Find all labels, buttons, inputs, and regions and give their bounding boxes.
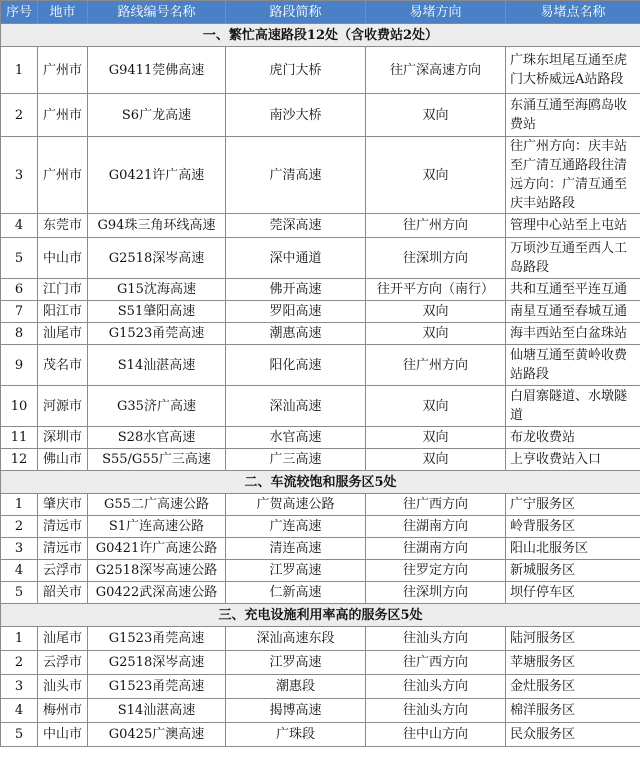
cell-congestion-point: 布龙收费站 <box>506 427 640 449</box>
cell-route: S51肇阳高速 <box>88 301 226 323</box>
table-row <box>1 699 640 723</box>
cell-congestion-point: 仙塘互通至黄岭收费站路段 <box>506 345 640 386</box>
cell-city: 广州市 <box>38 137 88 214</box>
cell-section: 水官高速 <box>226 427 366 449</box>
cell-route: S6广龙高速 <box>88 94 226 137</box>
cell-city: 韶关市 <box>38 582 88 604</box>
cell-direction: 往罗定方向 <box>366 560 506 582</box>
cell-route: G55二广高速公路 <box>88 494 226 516</box>
cell-index: 3 <box>1 538 38 560</box>
cell-route: S1广连高速公路 <box>88 516 226 538</box>
cell-city: 云浮市 <box>38 651 88 675</box>
table-row <box>1 494 640 516</box>
cell-congestion-point: 往广州方向：庆丰站至广清互通路段往清远方向：广清互通至庆丰站路段 <box>506 137 640 214</box>
table-row <box>1 386 640 427</box>
cell-city: 茂名市 <box>38 345 88 386</box>
cell-congestion-point: 管理中心站至上屯站 <box>506 214 640 238</box>
cell-section: 揭博高速 <box>226 699 366 723</box>
cell-section: 江罗高速 <box>226 651 366 675</box>
table-row <box>1 560 640 582</box>
cell-section: 莞深高速 <box>226 214 366 238</box>
cell-city: 广州市 <box>38 47 88 94</box>
cell-section: 潮惠段 <box>226 675 366 699</box>
cell-congestion-point: 新城服务区 <box>506 560 640 582</box>
table-row <box>1 323 640 345</box>
header-congestion-point: 易堵点名称 <box>506 1 640 24</box>
cell-congestion-point: 阳山北服务区 <box>506 538 640 560</box>
cell-city: 清远市 <box>38 538 88 560</box>
cell-direction: 双向 <box>366 137 506 214</box>
cell-route: G94珠三角环线高速 <box>88 214 226 238</box>
cell-index: 8 <box>1 323 38 345</box>
cell-route: G2518深岑高速公路 <box>88 560 226 582</box>
cell-congestion-point: 南星互通至春城互通 <box>506 301 640 323</box>
table-row <box>1 675 640 699</box>
table-row <box>1 47 640 94</box>
cell-index: 6 <box>1 279 38 301</box>
cell-congestion-point: 共和互通至平连互通 <box>506 279 640 301</box>
table-row <box>1 137 640 214</box>
cell-section: 南沙大桥 <box>226 94 366 137</box>
cell-section: 清连高速 <box>226 538 366 560</box>
cell-city: 汕尾市 <box>38 323 88 345</box>
cell-direction: 双向 <box>366 94 506 137</box>
table-row <box>1 723 640 747</box>
section-charging-service-areas-title-row <box>1 604 640 627</box>
table-row <box>1 238 640 279</box>
table-body <box>1 24 640 747</box>
cell-section: 深中通道 <box>226 238 366 279</box>
table-row <box>1 345 640 386</box>
table-row <box>1 279 640 301</box>
cell-city: 肇庆市 <box>38 494 88 516</box>
cell-section: 广珠段 <box>226 723 366 747</box>
cell-city: 东莞市 <box>38 214 88 238</box>
cell-congestion-point: 海丰西站至白盆珠站 <box>506 323 640 345</box>
cell-index: 1 <box>1 627 38 651</box>
table-row <box>1 516 640 538</box>
cell-route: S28水官高速 <box>88 427 226 449</box>
cell-city: 云浮市 <box>38 560 88 582</box>
cell-congestion-point: 广宁服务区 <box>506 494 640 516</box>
table-row <box>1 214 640 238</box>
cell-index: 5 <box>1 582 38 604</box>
cell-direction: 往广州方向 <box>366 214 506 238</box>
cell-route: G1523甬莞高速 <box>88 323 226 345</box>
cell-route: G2518深岑高速 <box>88 238 226 279</box>
cell-route: G2518深岑高速 <box>88 651 226 675</box>
cell-direction: 往汕头方向 <box>366 627 506 651</box>
cell-congestion-point: 白眉寨隧道、水墩隧道 <box>506 386 640 427</box>
cell-direction: 往汕头方向 <box>366 675 506 699</box>
cell-section: 佛开高速 <box>226 279 366 301</box>
cell-route: G1523甬莞高速 <box>88 675 226 699</box>
cell-direction: 往湖南方向 <box>366 516 506 538</box>
cell-direction: 往汕头方向 <box>366 699 506 723</box>
cell-city: 清远市 <box>38 516 88 538</box>
cell-direction: 往广州方向 <box>366 345 506 386</box>
cell-direction: 往广西方向 <box>366 651 506 675</box>
table-header <box>1 1 640 24</box>
cell-section: 广三高速 <box>226 449 366 471</box>
cell-index: 2 <box>1 651 38 675</box>
cell-direction: 往深圳方向 <box>366 582 506 604</box>
cell-index: 2 <box>1 516 38 538</box>
cell-route: S14汕湛高速 <box>88 699 226 723</box>
header-direction: 易堵方向 <box>366 1 506 24</box>
cell-index: 12 <box>1 449 38 471</box>
section-busy-highways-title: 一、繁忙高速路段12处（含收费站2处） <box>1 24 640 47</box>
cell-city: 阳江市 <box>38 301 88 323</box>
section-saturated-service-areas-title: 二、车流较饱和服务区5处 <box>1 471 640 494</box>
cell-direction: 往广西方向 <box>366 494 506 516</box>
cell-index: 9 <box>1 345 38 386</box>
cell-index: 11 <box>1 427 38 449</box>
header-city: 地市 <box>38 1 88 24</box>
cell-index: 2 <box>1 94 38 137</box>
cell-congestion-point: 上亨收费站入口 <box>506 449 640 471</box>
cell-city: 中山市 <box>38 723 88 747</box>
cell-index: 4 <box>1 214 38 238</box>
cell-congestion-point: 广珠东坦尾互通至虎门大桥威远A站路段 <box>506 47 640 94</box>
cell-section: 深汕高速 <box>226 386 366 427</box>
table-row <box>1 582 640 604</box>
cell-route: G0421许广高速公路 <box>88 538 226 560</box>
table-row <box>1 94 640 137</box>
cell-section: 虎门大桥 <box>226 47 366 94</box>
cell-congestion-point: 东涌互通至海鸥岛收费站 <box>506 94 640 137</box>
cell-section: 江罗高速 <box>226 560 366 582</box>
cell-route: G1523甬莞高速 <box>88 627 226 651</box>
table-row <box>1 301 640 323</box>
cell-section: 仁新高速 <box>226 582 366 604</box>
cell-section: 广连高速 <box>226 516 366 538</box>
cell-section: 阳化高速 <box>226 345 366 386</box>
cell-section: 罗阳高速 <box>226 301 366 323</box>
cell-direction: 双向 <box>366 323 506 345</box>
cell-route: G0422武深高速公路 <box>88 582 226 604</box>
cell-congestion-point: 陆河服务区 <box>506 627 640 651</box>
header-section: 路段简称 <box>226 1 366 24</box>
cell-direction: 往湖南方向 <box>366 538 506 560</box>
cell-section: 潮惠高速 <box>226 323 366 345</box>
table-row <box>1 538 640 560</box>
cell-direction: 双向 <box>366 386 506 427</box>
cell-city: 江门市 <box>38 279 88 301</box>
cell-index: 4 <box>1 699 38 723</box>
cell-city: 汕头市 <box>38 675 88 699</box>
cell-index: 1 <box>1 47 38 94</box>
cell-section: 广清高速 <box>226 137 366 214</box>
cell-direction: 双向 <box>366 449 506 471</box>
section-busy-highways-title-row <box>1 24 640 47</box>
cell-city: 佛山市 <box>38 449 88 471</box>
cell-index: 5 <box>1 723 38 747</box>
cell-route: G0425广澳高速 <box>88 723 226 747</box>
cell-index: 10 <box>1 386 38 427</box>
cell-city: 广州市 <box>38 94 88 137</box>
cell-route: S14汕湛高速 <box>88 345 226 386</box>
cell-city: 汕尾市 <box>38 627 88 651</box>
cell-congestion-point: 岭背服务区 <box>506 516 640 538</box>
cell-route: G0421许广高速 <box>88 137 226 214</box>
cell-congestion-point: 民众服务区 <box>506 723 640 747</box>
cell-city: 中山市 <box>38 238 88 279</box>
cell-congestion-point: 坝仔停车区 <box>506 582 640 604</box>
cell-index: 4 <box>1 560 38 582</box>
cell-index: 1 <box>1 494 38 516</box>
cell-index: 7 <box>1 301 38 323</box>
cell-direction: 双向 <box>366 301 506 323</box>
cell-route: G35济广高速 <box>88 386 226 427</box>
cell-congestion-point: 苹塘服务区 <box>506 651 640 675</box>
cell-city: 河源市 <box>38 386 88 427</box>
cell-congestion-point: 万顷沙互通至西人工岛路段 <box>506 238 640 279</box>
table-row <box>1 449 640 471</box>
cell-route: S55/G55广三高速 <box>88 449 226 471</box>
cell-direction: 往开平方向（南行） <box>366 279 506 301</box>
cell-direction: 往中山方向 <box>366 723 506 747</box>
cell-route: G15沈海高速 <box>88 279 226 301</box>
table-row <box>1 651 640 675</box>
cell-direction: 往广深高速方向 <box>366 47 506 94</box>
cell-city: 深圳市 <box>38 427 88 449</box>
cell-index: 5 <box>1 238 38 279</box>
cell-direction: 往深圳方向 <box>366 238 506 279</box>
table-row <box>1 427 640 449</box>
cell-city: 梅州市 <box>38 699 88 723</box>
header-route: 路线编号名称 <box>88 1 226 24</box>
cell-index: 3 <box>1 137 38 214</box>
cell-route: G9411莞佛高速 <box>88 47 226 94</box>
cell-congestion-point: 棉洋服务区 <box>506 699 640 723</box>
cell-direction: 双向 <box>366 427 506 449</box>
cell-section: 广贺高速公路 <box>226 494 366 516</box>
section-charging-service-areas-title: 三、充电设施利用率高的服务区5处 <box>1 604 640 627</box>
table-row <box>1 627 640 651</box>
header-index: 序号 <box>1 1 38 24</box>
cell-section: 深汕高速东段 <box>226 627 366 651</box>
section-saturated-service-areas-title-row <box>1 471 640 494</box>
cell-congestion-point: 金灶服务区 <box>506 675 640 699</box>
cell-index: 3 <box>1 675 38 699</box>
